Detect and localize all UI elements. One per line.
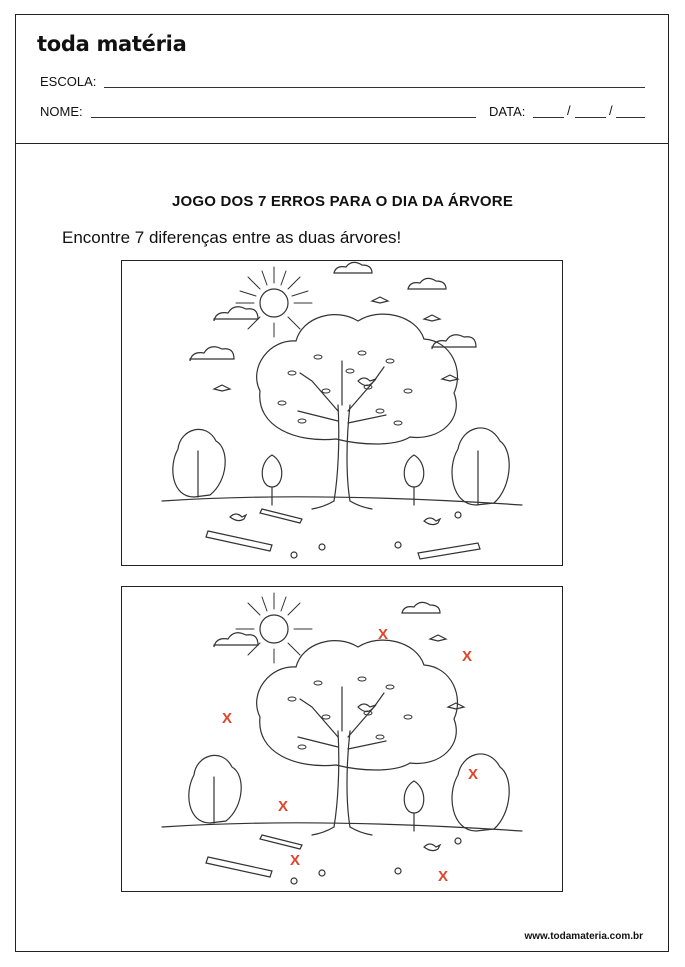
date-separator: / [609,103,613,118]
worksheet-title: JOGO DOS 7 ERROS PARA O DIA DA ÁRVORE [171,193,514,210]
date-year-line[interactable] [616,117,645,118]
date-month-line[interactable] [575,117,606,118]
footer-website: www.todamateria.com.br [524,931,643,942]
error-mark: X [378,626,389,643]
date-day-line[interactable] [533,117,564,118]
tree-scene-illustration-with-errors [122,587,563,892]
name-label: NOME: [40,104,83,119]
header-divider [15,143,669,144]
school-label: ESCOLA: [40,74,97,89]
error-mark: X [278,798,289,815]
date-label: DATA: [489,104,526,119]
original-illustration [121,260,563,566]
error-mark: X [290,852,301,869]
tree-scene-illustration [122,261,563,566]
school-input-line[interactable] [104,87,645,88]
name-input-line[interactable] [91,117,476,118]
error-mark: X [462,648,473,665]
modified-illustration[interactable] [121,586,563,892]
error-mark: X [438,868,449,885]
error-mark: X [222,710,233,727]
error-mark: X [468,766,479,783]
worksheet-instruction: Encontre 7 diferenças entre as duas árvores! [62,228,402,247]
brand-logo: toda matéria [37,32,187,56]
date-separator: / [567,103,571,118]
